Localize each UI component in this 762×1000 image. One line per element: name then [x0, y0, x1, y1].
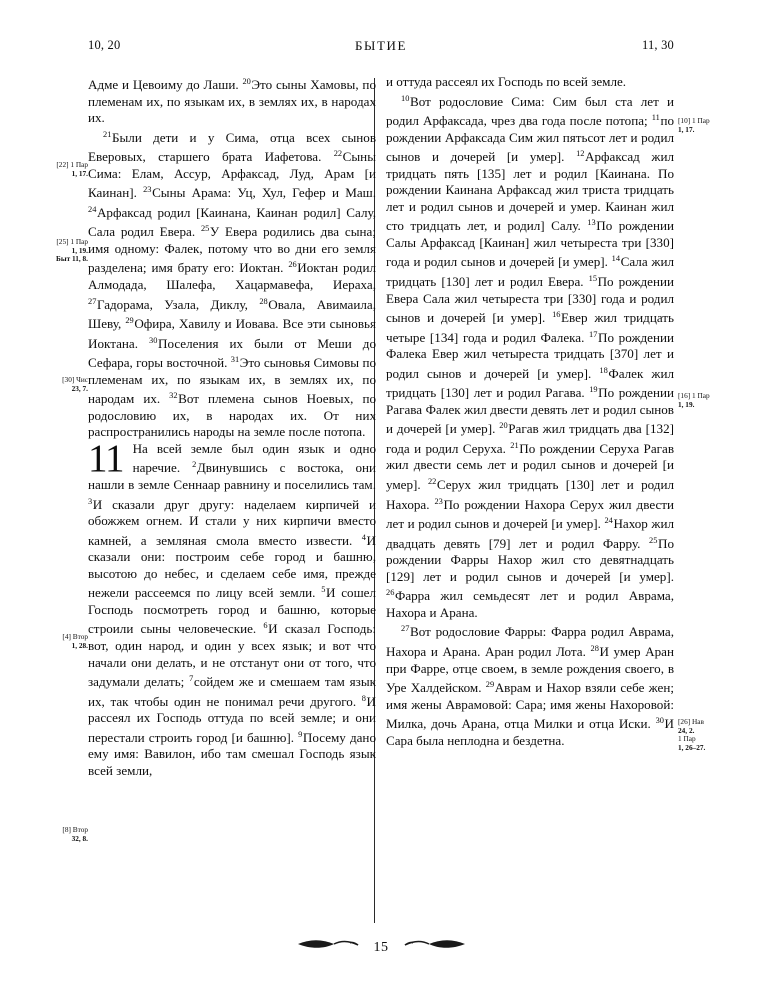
verse-number: 8 — [361, 693, 366, 703]
verse-number: 26 — [288, 260, 297, 270]
margin-reference-text: 1, 26–27. — [678, 742, 706, 752]
verse-number: 9 — [298, 729, 303, 739]
verse-number: 28 — [590, 643, 599, 653]
verse-number: 30 — [149, 335, 158, 345]
margin-cross-reference — [26, 826, 88, 843]
margin-reference-text: Чис — [76, 375, 88, 384]
verse-number: 25 — [649, 535, 658, 545]
page-footer — [0, 938, 762, 962]
margin-reference-line — [678, 126, 740, 135]
margin-verse-tag: [8] — [62, 825, 73, 834]
scripture-paragraph: $^{21}$Были дети и у Сима, отца всех сынов Еверовых, старшего брата Иафетова. $^{22}$Сыны Сима: Елам, Ассур, Арфаксад, Луд, Арам [и Каинан]. $^{23}$Сыны Арама: Уц, Хул, Гефер и Маш. $^{24}$Арфаксад родил [Каинана, Каинан родил] Салу, Сала родил Евера. $^{25}$У Евера родились два сына; имя одному: Фалек, потому что во дни его земля разделена; имя брату его: Иоктан. $^{26}$Иоктан родил Алмодада, Шалефа, Хацармавефа, Иераха, $^{27}$Гадорама, Узала, Диклу, $^{28}$Овала, Авимаила, Шеву, $^{29}$Офира, Хавилу и Иовава. Все эти сыновья Иоктана. $^{30}$Поселения их были от Меши до Сефара, горы восточной. $^{31}$Это сыновья Симовы по племенам их, по языкам их, в землях их, по народам их. $^{32}$Вот племена сынов Ноевых, по родословию их, в народах их. От них распространились народы на земле после потопа. — [88, 129, 376, 440]
verse-number: 2 — [192, 460, 197, 470]
verse-number: 24 — [88, 204, 97, 214]
verse-number: 17 — [589, 329, 598, 339]
margin-reference-text: 32, 8. — [71, 833, 88, 843]
margin-reference-text: 1, 19. — [678, 399, 695, 409]
verse-number: 19 — [589, 385, 598, 395]
verse-number: 32 — [169, 391, 178, 401]
verse-number: 28 — [259, 296, 268, 306]
margin-reference-text: 1, 19. — [71, 245, 88, 255]
margin-verse-tag: [30] — [62, 375, 77, 384]
running-head-right-reference: 11, 30 — [642, 38, 674, 52]
scripture-paragraph: и оттуда рассеял их Господь по всей земле. — [386, 74, 627, 89]
verse-number: 27 — [401, 624, 410, 634]
chapter-opening: 11 На всей земле был один язык и одно наречие. $^2$Двинувшись с востока, они нашли в земле Сеннаар равнину и поселились там. $^3$И сказали друг другу: наделаем кирпичей и обожжем огнем. И стали у них кирпичи вместо камней, а земляная смола вместо извести. $^4$И сказали они: построим себе город и башню, высотою до небес, и сделаем себе имя, прежде нежели рассеемся по лицу всей земли. $^5$И сошел Господь посмотреть город и башню, которые строили сыны человеческие. $^6$И сказал Господь: вот, один народ, и один у всех язык; и вот что начали они делать, и не отстанут они от того, что задумали делать; $^7$сойдем же и смешаем там язык их, так чтобы один не понимал речи другого. $^8$И рассеял их Господь оттуда по всей земле; и они перестали строить город [и башню]. $^9$Посему дано ему имя: Вавилон, ибо там смешал Господь язык всей земли, — [88, 436, 377, 778]
verse-number: 16 — [552, 310, 561, 320]
verse-number: 21 — [103, 129, 112, 139]
scripture-paragraph: $^{27}$Вот родословие Фарры: Фарра родил Аврама, Нахора и Арана. Аран родил Лота. $^{28}$И умер Аран при Фарре, отце своем, в земле рождения своего, в Уре Халдейском. $^{29}$Аврам и Нахор взяли себе жен; имя жены Аврамовой: Сара; имя жены Нахоровой: Милка, дочь Арана, отца Милки и отца Иски. $^{30}$И Сара была неплодна и бездетна. — [386, 624, 675, 748]
verse-number: 25 — [200, 224, 210, 234]
margin-cross-reference — [26, 633, 88, 650]
verse-number: 22 — [427, 477, 437, 487]
verse-number: 18 — [599, 365, 608, 375]
running-head — [88, 38, 674, 56]
margin-verse-tag: [4] — [62, 632, 73, 641]
verse-number: 31 — [230, 355, 240, 365]
margin-verse-tag: [16] — [678, 391, 692, 400]
margin-cross-reference — [678, 117, 740, 134]
verse-number: 24 — [604, 516, 613, 526]
verse-number: 26 — [386, 588, 395, 598]
verse-number: 23 — [434, 496, 443, 506]
text-column-left — [88, 74, 376, 779]
verse-number: 29 — [125, 316, 134, 326]
verse-number: 6 — [263, 621, 268, 631]
chapter-number-dropcap: 11 — [88, 436, 124, 480]
margin-verse-tag: [26] — [678, 717, 692, 726]
verse-number: 11 — [651, 113, 660, 123]
margin-reference-text: 1, 28. — [71, 640, 88, 650]
margin-reference-text: 23, 7. — [71, 383, 88, 393]
margin-reference-text: 24, 2. — [678, 725, 695, 735]
verse-number: 12 — [576, 149, 585, 159]
verse-number: 22 — [333, 149, 343, 159]
verse-number: 21 — [510, 440, 519, 450]
verse-number: 5 — [321, 585, 326, 595]
margin-verse-tag: [10] — [678, 116, 692, 125]
margin-reference-text: Втор — [72, 632, 88, 641]
margin-reference-text: 1 Пар — [691, 391, 710, 400]
margin-cross-reference — [26, 238, 88, 264]
verse-number: 13 — [587, 218, 596, 228]
margin-reference-line — [26, 170, 88, 179]
margin-reference-text: Нав — [691, 717, 704, 726]
margin-reference-text: Быт 11, 8. — [56, 254, 88, 264]
margin-reference-text: 1 Пар — [70, 237, 88, 246]
scripture-paragraph: Адме и Цевоиму до Лаши. $^{20}$Это сыны Хамовы, по племенам их, по языкам их, в землях их, в народах их. — [88, 77, 376, 126]
margin-reference-text: Втор — [72, 825, 88, 834]
verse-number: 27 — [88, 296, 97, 306]
verse-number: 15 — [588, 274, 597, 284]
margin-reference-line — [678, 744, 740, 753]
margin-cross-reference — [26, 376, 88, 393]
margin-reference-text: 1, 17. — [678, 124, 695, 134]
verse-number: 20 — [499, 421, 508, 431]
verse-number: 3 — [88, 496, 93, 506]
margin-reference-line — [678, 401, 740, 410]
page-number: 15 — [373, 939, 389, 955]
ornament-right-icon — [403, 938, 467, 957]
text-column-right — [386, 74, 674, 749]
margin-cross-reference — [678, 718, 740, 752]
verse-number: 30 — [655, 716, 664, 726]
margin-reference-line — [26, 255, 88, 264]
margin-verse-tag: [25] — [56, 237, 71, 246]
margin-reference-text: 1 Пар — [678, 734, 696, 744]
scripture-paragraph: $^{10}$Вот родословие Сима: Сим был ста лет и родил Арфаксада, чрез два года после потопа; $^{11}$по рождении Арфаксада Сим жил пятьсот лет и родил сынов и дочерей [и умер]. $^{12}$Арфаксад жил тридцать пять [135] лет и родил [Каинана. По рождении Каинана Арфаксад жил триста тридцать лет и родил сынов и дочерей и умер. Каинан жил сто тридцать лет, и родил] Салу. $^{13}$По рождении Салы Арфаксад [Каинан] жил четыреста три [330] года и родил сынов и дочерей [и умер]. $^{14}$Сала жил тридцать [130] лет и родил Евера. $^{15}$По рождении Евера Сала жил четыреста три [330] года и родил сынов и дочерей [и умер]. $^{16}$Евер жил тридцать четыре [134] года и родил Фалека. $^{17}$По рождении Фалека Евер жил четыреста тридцать [370] лет и родил сынов и дочерей [и умер]. $^{18}$Фалек жил тридцать [130] лет и родил Рагава. $^{19}$По рождении Рагава Фалек жил двести девять лет и родил сынов и дочерей [и умер]. $^{20}$Рагав жил тридцать два [132] года и родил Серуха. $^{21}$По рождении Серуха Рагав жил двести семь лет и родил сынов и дочерей [и умер]. $^{22}$Серух жил тридцать [130] лет и родил Нахора. $^{23}$По рождении Нахора Серух жил двести лет и родил сынов и дочерей [и умер]. $^{24}$Нахор жил двадцать девять [79] лет и родил Фарру. $^{25}$По рождении Фарры Нахор жил сто девятнадцать [129] лет и родил сынов и дочерей [и умер]. $^{26}$Фарра жил семьдесят лет и родил Аврама, Нахора и Арана. — [386, 93, 675, 620]
margin-reference-text: 1, 17. — [71, 168, 88, 178]
verse-number: 14 — [611, 254, 621, 264]
margin-reference-line — [26, 385, 88, 394]
running-head-left-reference: 10, 20 — [88, 38, 121, 52]
verse-number: 7 — [189, 674, 194, 684]
verse-number: 29 — [485, 680, 495, 690]
margin-cross-reference — [678, 392, 740, 409]
margin-reference-line — [26, 835, 88, 844]
margin-reference-text: 1 Пар — [70, 160, 88, 169]
margin-verse-tag: [22] — [56, 160, 71, 169]
verse-number: 10 — [401, 93, 410, 103]
verse-number: 4 — [361, 532, 366, 542]
verse-number: 23 — [143, 185, 152, 195]
margin-reference-line — [26, 642, 88, 651]
verse-number: 20 — [242, 77, 251, 86]
margin-cross-reference — [26, 161, 88, 178]
running-head-book-title: БЫТИЕ — [354, 38, 408, 53]
margin-reference-text: 1 Пар — [691, 116, 710, 125]
ornament-left-icon — [296, 938, 360, 957]
